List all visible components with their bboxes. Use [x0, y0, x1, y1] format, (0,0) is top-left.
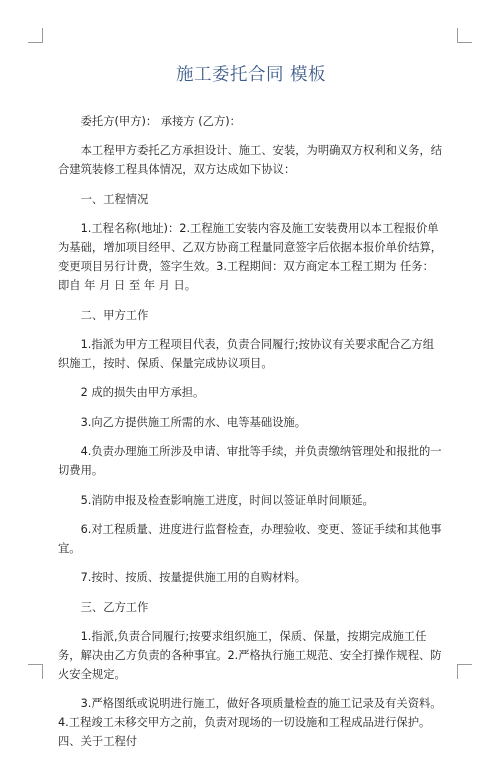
paragraph-intro: 本工程甲方委托乙方承担设计、施工、安装，为明确双方权利和义务，结合建筑装修工程具体情况，双方达成如下协议：: [58, 144, 443, 177]
paragraph-party-a-5: 5.消防申报及检查影响施工进度，时间以签证单时间顺延。: [80, 493, 374, 507]
paragraph-party-a-7: 7.按时、按质、按量提供施工用的自购材料。: [80, 571, 307, 585]
page-corner-mark-top-right: [457, 28, 472, 43]
section-heading-party-a: 二、甲方工作: [80, 308, 149, 322]
paragraph-project-details: 1.工程名称(地址)：2.工程施工安装内容及施工安装费用以本工程报价单为基础，增加项目经甲、乙双方协商工程量同意签字后依据本报价单价结算，变更项目另行计费，签字生效。3.工程期间：双方商定本工程工期为 任务：即自 年 月 日 至 年 月 日。: [58, 222, 443, 293]
paragraph-party-a-4: 4.负责办理施工所涉及申请、审批等手续，并负责缴纳管理处和报批的一切费用。: [58, 445, 442, 478]
paragraph-party-a-1: 1.指派为甲方工程项目代表，负责合同履行;按协议有关要求配合乙方组织施工，按时、保质、保量完成协议项目。: [58, 337, 435, 370]
document-page: [58, 62, 444, 762]
section-heading-party-b: 三、乙方工作: [80, 600, 149, 614]
paragraph-party-a-3: 3.向乙方提供施工所需的水、电等基础设施。: [80, 415, 307, 429]
paragraph-parties: 委托方(甲方)： 承接方 (乙方)：: [80, 115, 241, 128]
paragraph-party-b-1: 1.指派,负责合同履行;按要求组织施工，保质、保量，按期完成施工任务，解决由乙方负责的各种事宜。2.严格执行施工规范、安全打操作规程、防火安全规定。: [58, 630, 442, 682]
section-heading-project: 一、工程情况: [80, 192, 149, 206]
paragraph-party-a-6: 6.对工程质量、进度进行监督检查，办理验收、变更、签证手续和其他事宜。: [58, 522, 442, 555]
paragraph-party-b-3: 3.严格图纸或说明进行施工，做好各项质量检查的施工记录及有关资料。 4.工程竣工未移交甲方之前，负责对现场的一切设施和工程成品进行保护。四、关于工程付: [58, 697, 442, 749]
page-corner-mark-bottom-left: [28, 664, 43, 679]
paragraph-party-a-2: 2 成的损失由甲方承担。: [80, 386, 205, 400]
page-corner-mark-bottom-right: [457, 664, 472, 679]
page-corner-mark-top-left: [28, 28, 43, 43]
document-title: 施工委托合同 模板: [175, 65, 327, 85]
